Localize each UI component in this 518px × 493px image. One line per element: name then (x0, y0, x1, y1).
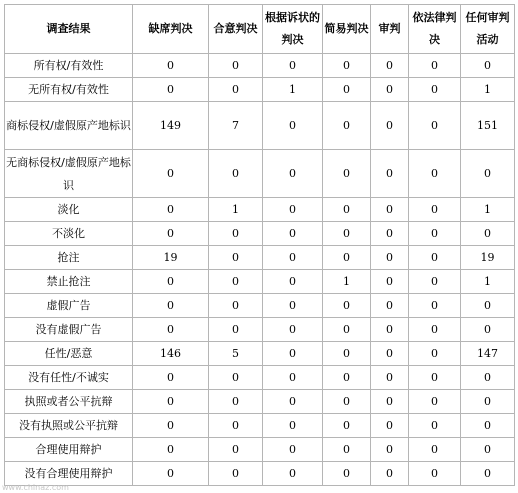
table-cell: 0 (409, 342, 461, 366)
table-cell: 0 (323, 462, 371, 486)
header-cell-any: 任何审判活动 (461, 5, 515, 54)
table-cell: 0 (263, 342, 323, 366)
table-cell: 0 (263, 390, 323, 414)
row-label: 没有任性/不诚实 (5, 366, 133, 390)
table-row (5, 222, 515, 246)
table-cell: 0 (461, 294, 515, 318)
table-cell: 0 (371, 270, 409, 294)
table-cell: 0 (133, 390, 209, 414)
table-cell: 0 (461, 54, 515, 78)
table-cell: 0 (323, 78, 371, 102)
table-cell: 0 (263, 438, 323, 462)
table-cell: 0 (371, 462, 409, 486)
table-cell: 0 (409, 270, 461, 294)
table-cell: 0 (323, 342, 371, 366)
row-label: 无所有权/有效性 (5, 78, 133, 102)
table-cell: 1 (461, 198, 515, 222)
table-cell: 7 (209, 102, 263, 150)
table-cell: 0 (409, 438, 461, 462)
table-cell: 0 (409, 462, 461, 486)
table-cell: 0 (323, 318, 371, 342)
table-cell: 0 (263, 222, 323, 246)
table-cell: 0 (371, 438, 409, 462)
table-cell: 0 (209, 222, 263, 246)
table-cell: 0 (461, 318, 515, 342)
table-cell: 0 (263, 246, 323, 270)
table-cell: 0 (323, 438, 371, 462)
table-cell: 0 (461, 462, 515, 486)
table-cell: 0 (323, 390, 371, 414)
table-cell: 1 (209, 198, 263, 222)
table-row (5, 462, 515, 486)
table-cell: 0 (409, 390, 461, 414)
table-cell: 0 (409, 222, 461, 246)
table-cell: 0 (209, 462, 263, 486)
header-row (5, 5, 515, 54)
table-cell: 0 (263, 318, 323, 342)
row-label: 没有虚假广告 (5, 318, 133, 342)
table-cell: 0 (409, 150, 461, 198)
table-cell: 5 (209, 342, 263, 366)
table-cell: 0 (409, 414, 461, 438)
header-cell-trial: 审判 (371, 5, 409, 54)
table-row (5, 342, 515, 366)
table-cell: 0 (461, 222, 515, 246)
table-cell: 0 (371, 54, 409, 78)
table-row (5, 198, 515, 222)
table-cell: 0 (371, 366, 409, 390)
table-cell: 0 (209, 150, 263, 198)
table-cell: 0 (371, 78, 409, 102)
table-row (5, 318, 515, 342)
table-cell: 0 (409, 102, 461, 150)
table-cell: 0 (409, 198, 461, 222)
table-cell: 151 (461, 102, 515, 150)
header-cell-summary: 简易判决 (323, 5, 371, 54)
table-cell: 0 (409, 246, 461, 270)
table-cell: 19 (461, 246, 515, 270)
row-label: 不淡化 (5, 222, 133, 246)
table-cell: 1 (461, 78, 515, 102)
table-cell: 1 (323, 270, 371, 294)
table-cell: 0 (209, 78, 263, 102)
table-row (5, 270, 515, 294)
table-cell: 0 (263, 102, 323, 150)
table-cell: 0 (209, 246, 263, 270)
row-label: 商标侵权/虚假原产地标识 (5, 102, 133, 150)
table-cell: 0 (323, 246, 371, 270)
table-cell: 0 (371, 102, 409, 150)
table-cell: 0 (371, 294, 409, 318)
table-cell: 0 (323, 54, 371, 78)
table-cell: 0 (209, 270, 263, 294)
table-cell: 0 (323, 414, 371, 438)
table-cell: 0 (263, 54, 323, 78)
table-cell: 0 (323, 222, 371, 246)
watermark: www.chinaz.com (2, 483, 69, 492)
table-cell: 0 (133, 414, 209, 438)
results-table (4, 4, 515, 486)
row-label: 执照或者公平抗辩 (5, 390, 133, 414)
table-cell: 0 (263, 198, 323, 222)
table-cell: 0 (209, 366, 263, 390)
row-label: 淡化 (5, 198, 133, 222)
table-cell: 0 (263, 150, 323, 198)
table-cell: 0 (133, 294, 209, 318)
table-cell: 0 (371, 342, 409, 366)
table-cell: 0 (209, 294, 263, 318)
table-cell: 0 (133, 222, 209, 246)
table-cell: 0 (409, 54, 461, 78)
table-cell: 0 (461, 150, 515, 198)
table-cell: 19 (133, 246, 209, 270)
table-cell: 147 (461, 342, 515, 366)
table-cell: 0 (133, 438, 209, 462)
table-cell: 0 (371, 390, 409, 414)
table-cell: 0 (409, 294, 461, 318)
table-cell: 1 (263, 78, 323, 102)
table-cell: 0 (409, 318, 461, 342)
table-row (5, 54, 515, 78)
table-cell: 0 (371, 150, 409, 198)
row-label: 无商标侵权/虚假原产地标识 (5, 150, 133, 198)
table-cell: 0 (133, 78, 209, 102)
row-label: 合理使用辩护 (5, 438, 133, 462)
row-label: 虚假广告 (5, 294, 133, 318)
table-row (5, 150, 515, 198)
table-cell: 0 (209, 438, 263, 462)
table-cell: 1 (461, 270, 515, 294)
row-label: 所有权/有效性 (5, 54, 133, 78)
table-cell: 0 (263, 270, 323, 294)
table-cell: 0 (133, 270, 209, 294)
table-cell: 0 (133, 198, 209, 222)
table-cell: 0 (371, 318, 409, 342)
table-cell: 0 (133, 366, 209, 390)
header-cell-result: 调查结果 (5, 5, 133, 54)
table-cell: 0 (371, 414, 409, 438)
table-cell: 0 (209, 390, 263, 414)
table-cell: 0 (263, 366, 323, 390)
table-row (5, 438, 515, 462)
table-cell: 0 (323, 150, 371, 198)
header-cell-consent: 合意判决 (209, 5, 263, 54)
table-cell: 0 (461, 438, 515, 462)
table-cell: 0 (461, 390, 515, 414)
table-row (5, 366, 515, 390)
header-cell-default: 缺席判决 (133, 5, 209, 54)
table-cell: 146 (133, 342, 209, 366)
table-cell: 0 (133, 150, 209, 198)
table-cell: 0 (323, 366, 371, 390)
row-label: 没有执照或公平抗辩 (5, 414, 133, 438)
table-cell: 0 (409, 78, 461, 102)
table-cell: 0 (461, 414, 515, 438)
row-label: 禁止抢注 (5, 270, 133, 294)
table-row (5, 414, 515, 438)
table-cell: 149 (133, 102, 209, 150)
table-cell: 0 (263, 462, 323, 486)
table-cell: 0 (133, 54, 209, 78)
table-row (5, 102, 515, 150)
table-cell: 0 (133, 462, 209, 486)
table-row (5, 294, 515, 318)
table-row (5, 78, 515, 102)
table-cell: 0 (263, 414, 323, 438)
table-cell: 0 (209, 414, 263, 438)
table-row (5, 246, 515, 270)
table-cell: 0 (461, 366, 515, 390)
table-cell: 0 (209, 54, 263, 78)
table-cell: 0 (133, 318, 209, 342)
table-cell: 0 (323, 198, 371, 222)
table-cell: 0 (209, 318, 263, 342)
row-label: 没有合理使用辩护 (5, 462, 133, 486)
table-cell: 0 (371, 246, 409, 270)
row-label: 任性/恶意 (5, 342, 133, 366)
table-cell: 0 (409, 366, 461, 390)
header-cell-law: 依法律判决 (409, 5, 461, 54)
table-cell: 0 (371, 222, 409, 246)
header-cell-pleadings: 根据诉状的判决 (263, 5, 323, 54)
table-cell: 0 (263, 294, 323, 318)
table-cell: 0 (323, 102, 371, 150)
row-label: 抢注 (5, 246, 133, 270)
table-row (5, 390, 515, 414)
table-cell: 0 (323, 294, 371, 318)
table-cell: 0 (371, 198, 409, 222)
